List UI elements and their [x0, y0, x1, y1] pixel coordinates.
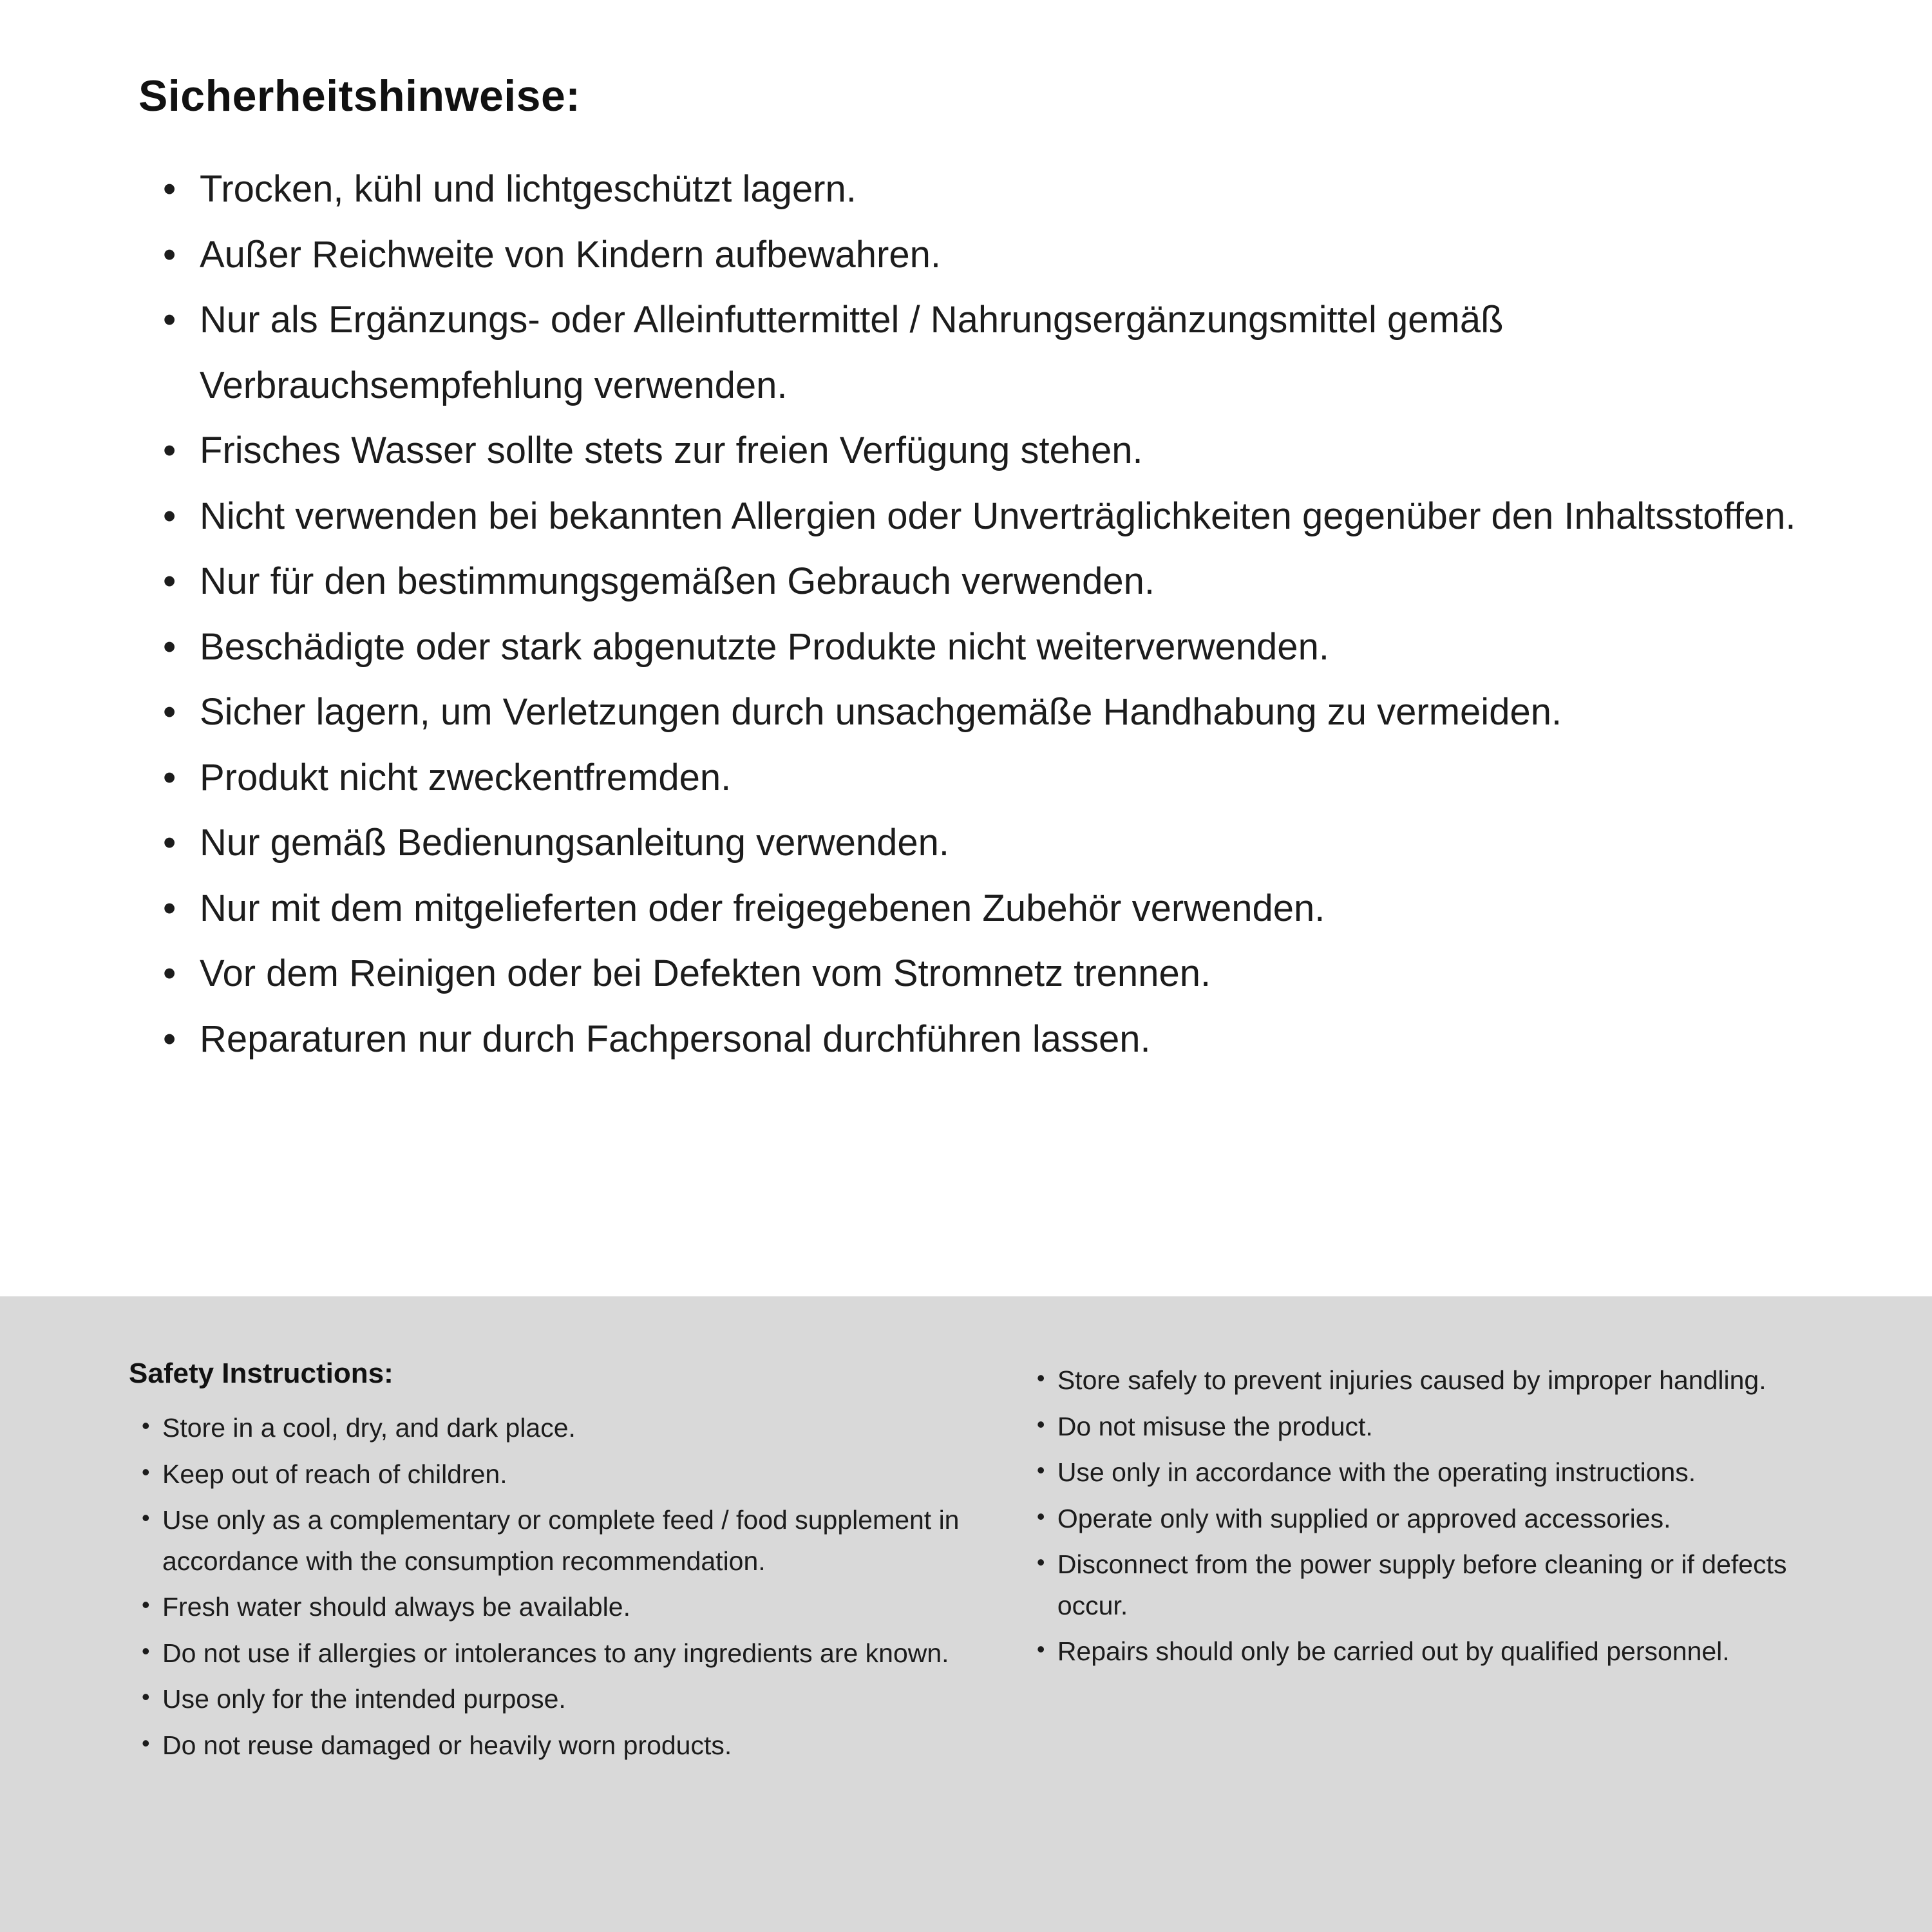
- german-safety-item: • Sicher lagern, um Verletzungen durch unsachgemäße Handhabung zu vermeiden.: [138, 679, 1826, 745]
- german-safety-item: • Produkt nicht zweckentfremden.: [138, 745, 1826, 811]
- english-safety-list-right: [1024, 1360, 1803, 1672]
- german-safety-list: [138, 156, 1826, 1072]
- german-safety-item: • Nur für den bestimmungsgemäßen Gebrauch verwenden.: [138, 549, 1826, 614]
- german-section-title: Sicherheitshinweise:: [138, 71, 581, 120]
- german-safety-item: • Frisches Wasser sollte stets zur freien Verfügung stehen.: [138, 418, 1826, 484]
- english-safety-item: • Repairs should only be carried out by qualified personnel.: [1024, 1631, 1803, 1672]
- english-section-title: Safety Instructions:: [129, 1358, 393, 1389]
- english-safety-item: • Operate only with supplied or approved accessories.: [1024, 1499, 1803, 1540]
- german-safety-item: • Nur gemäß Bedienungsanleitung verwenden.: [138, 810, 1826, 876]
- german-safety-item: • Nur mit dem mitgelieferten oder freigegebenen Zubehör verwenden.: [138, 876, 1826, 942]
- english-safety-item: • Use only as a complementary or complete feed / food supplement in accordance with the consumption recommendation.: [129, 1500, 963, 1582]
- english-left-column: [129, 1358, 963, 1932]
- english-right-column: [1024, 1358, 1803, 1932]
- english-safety-item: • Disconnect from the power supply before cleaning or if defects occur.: [1024, 1544, 1803, 1626]
- english-safety-item: • Keep out of reach of children.: [129, 1454, 963, 1495]
- english-section: [0, 1296, 1932, 1932]
- english-safety-item: • Store in a cool, dry, and dark place.: [129, 1408, 963, 1449]
- english-safety-item: • Do not misuse the product.: [1024, 1406, 1803, 1448]
- german-safety-item: • Außer Reichweite von Kindern aufbewahren.: [138, 222, 1826, 288]
- german-safety-item: • Vor dem Reinigen oder bei Defekten vom Stromnetz trennen.: [138, 941, 1826, 1007]
- german-safety-item: • Beschädigte oder stark abgenutzte Produkte nicht weiterverwenden.: [138, 614, 1826, 680]
- english-safety-item: • Do not use if allergies or intolerances to any ingredients are known.: [129, 1633, 963, 1674]
- german-safety-item: • Trocken, kühl und lichtgeschützt lagern.: [138, 156, 1826, 222]
- german-safety-item: • Reparaturen nur durch Fachpersonal durchführen lassen.: [138, 1007, 1826, 1072]
- english-safety-list-left: [129, 1408, 963, 1766]
- english-safety-item: • Use only for the intended purpose.: [129, 1679, 963, 1720]
- german-safety-item: • Nicht verwenden bei bekannten Allergien oder Unverträglichkeiten gegenüber den Inhaltsstoffen.: [138, 484, 1826, 549]
- english-safety-item: • Do not reuse damaged or heavily worn products.: [129, 1725, 963, 1766]
- english-safety-item: • Store safely to prevent injuries caused by improper handling.: [1024, 1360, 1803, 1401]
- english-safety-item: • Use only in accordance with the operating instructions.: [1024, 1452, 1803, 1493]
- english-safety-item: • Fresh water should always be available.: [129, 1587, 963, 1628]
- german-safety-item: • Nur als Ergänzungs- oder Alleinfuttermittel / Nahrungsergänzungsmittel gemäß Verbrauchsempfehlung verwenden.: [138, 287, 1826, 418]
